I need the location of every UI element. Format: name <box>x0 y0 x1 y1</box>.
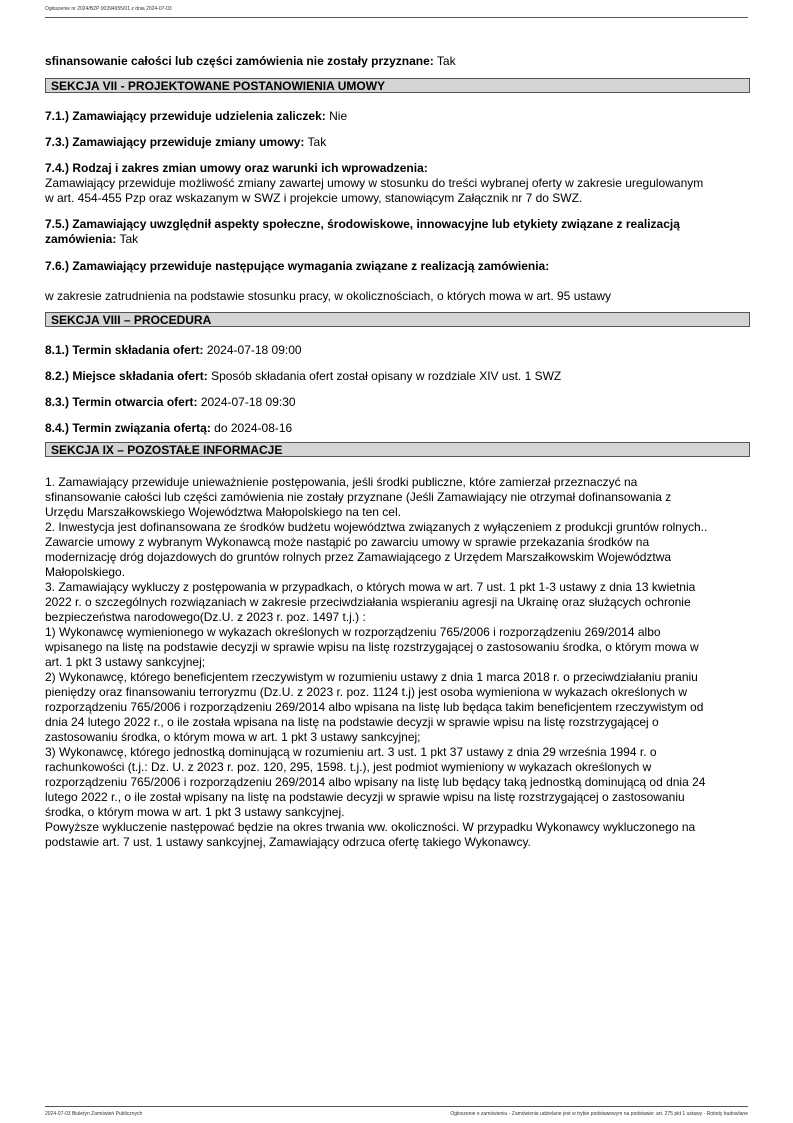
item-8-2-value: Sposób składania ofert został opisany w rozdziale XIV ust. 1 SWZ <box>207 369 562 383</box>
item-8-2 <box>45 369 750 384</box>
section-9-line: 2022 r. o szczególnych rozwiązaniach w zakresie przeciwdziałania wspieraniu agresji na Ukrainę oraz służących ochronie <box>45 595 691 609</box>
header-text: Ogłoszenie nr 2024/BZP 00394955/01 z dnia 2024-07-03 <box>45 6 172 12</box>
section-9-line: pieniędzy oraz finansowaniu terroryzmu (Dz.U. z 2023 r. poz. 1124 t.j) jest osoba wymieniona w wykazach określonych w <box>45 685 688 699</box>
section-9-line: bezpieczeństwa narodowego(Dz.U. z 2023 r. poz. 1497 t.j.) : <box>45 610 366 624</box>
section-9-line: art. 1 pkt 3 ustawy sankcyjnej; <box>45 655 206 669</box>
item-7-3-value: Tak <box>304 135 327 149</box>
section-9-line: Powyższe wykluczenie następować będzie na okres trwania ww. okoliczności. W przypadku Wykonawcy wykluczonego na <box>45 820 696 834</box>
section-9-line: rozporządzeniu 765/2006 i rozporządzeniu 269/2014 albo wpisany na listę lub będący taką jednostką dominującą od dnia 24 <box>45 775 706 789</box>
section-7-header <box>45 78 750 93</box>
item-7-6-label-text: 7.6.) Zamawiający przewiduje następujące wymagania związane z realizacją zamówienia: <box>45 259 550 273</box>
item-7-3 <box>45 135 750 150</box>
item-8-1-value: 2024-07-18 09:00 <box>203 343 302 357</box>
section-9-line: 3) Wykonawcę, którego jednostką dominującą w rozumieniu art. 3 ust. 1 pkt 37 ustawy z dnia 29 września 1994 r. o <box>45 745 657 759</box>
item-7-6-text: w zakresie zatrudnienia na podstawie stosunku pracy, w okolicznościach, o których mowa w art. 95 ustawy <box>45 289 612 303</box>
section-9-title: SEKCJA IX – POZOSTAŁE INFORMACJE <box>51 443 283 457</box>
item-8-3 <box>45 395 750 410</box>
section-9-line: podstawie art. 7 ust. 1 ustawy sankcyjnej, Zamawiający odrzuca ofertę takiego Wykonawcy. <box>45 835 531 849</box>
item-7-3-label: 7.3.) Zamawiający przewiduje zmiany umowy: <box>45 135 305 149</box>
intro-line <box>45 54 750 69</box>
section-9-line: sfinansowanie całości lub części zamówienia nie zostały przyznane (Jeśli Zamawiający nie otrzymał dofinansowania z <box>45 490 672 504</box>
section-9-line: dnia 24 lutego 2022 r., o ile została wpisana na listę na podstawie decyzji w sprawie wpisu na listę rozstrzygającej o <box>45 715 659 729</box>
item-7-5-value: Tak <box>116 232 139 246</box>
item-7-5-label-1-text: 7.5.) Zamawiający uwzględnił aspekty społeczne, środowiskowe, innowacyjne lub etykiety związane z realizacją <box>45 217 680 231</box>
section-9-line: 2. Inwestycja jest dofinansowana ze środków budżetu województwa związanych z wyłączeniem z produkcji gruntów rolnych.. <box>45 520 708 534</box>
page-footer <box>45 1106 748 1117</box>
section-9-line: 2) Wykonawcę, którego beneficjentem rzeczywistym w rozumieniu ustawy z dnia 1 marca 2018 r. o przeciwdziałaniu praniu <box>45 670 698 684</box>
item-7-5-label-1 <box>45 217 750 232</box>
footer-left: 2024-07-03 Biuletyn Zamówień Publicznych <box>45 1111 143 1117</box>
item-7-5-label-2 <box>45 232 750 247</box>
page-header <box>45 6 748 18</box>
section-9-line: zastosowaniu środka, o którym mowa w art. 1 pkt 3 ustawy sankcyjnej; <box>45 730 421 744</box>
section-9-line: Zawarcie umowy z wybranym Wykonawcą może nastąpić po zawarciu umowy w sprawie przekazania środków na <box>45 535 650 549</box>
item-7-4-label <box>45 161 750 176</box>
section-9-line: 1) Wykonawcę wymienionego w wykazach określonych w rozporządzeniu 765/2006 i rozporządzeniu 269/2014 albo <box>45 625 661 639</box>
item-8-1 <box>45 343 750 358</box>
item-8-2-label: 8.2.) Miejsce składania ofert: <box>45 369 208 383</box>
item-7-1-value: Nie <box>325 109 348 123</box>
section-9-header <box>45 442 750 457</box>
item-8-4 <box>45 421 750 436</box>
section-9-line: Małopolskiego. <box>45 565 126 579</box>
section-9-line: rozporządzeniu 765/2006 i rozporządzeniu 269/2014 albo wpisana na listę lub będąca takim beneficjentem rzeczywistym od <box>45 700 704 714</box>
footer-right: Ogłoszenie o zamówieniu - Zamówienie udzielane jest w trybie podstawowym na podstawie: art. 275 pkt 1 ustawy - Roboty budowlane <box>450 1111 748 1117</box>
item-8-1-label: 8.1.) Termin składania ofert: <box>45 343 204 357</box>
section-9-line: Urzędu Marszałkowskiego Województwa Małopolskiego na ten cel. <box>45 505 401 519</box>
section-8-header <box>45 312 750 327</box>
item-7-4-label-text: 7.4.) Rodzaj i zakres zmian umowy oraz warunki ich wprowadzenia: <box>45 161 428 175</box>
item-7-4-text-1: Zamawiający przewiduje możliwość zmiany zawartej umowy w stosunku do treści wybranej oferty w zakresie uregulowanym <box>45 176 704 190</box>
item-7-4-text-2: w art. 454-455 Pzp oraz wskazanym w SWZ i projekcie umowy, stanowiącym Załącznik nr 7 do SWZ. <box>45 191 583 205</box>
section-9-line: lutego 2022 r., o ile został wpisany na listę na podstawie decyzji w sprawie wpisu na listę rozstrzygającej o zastosowaniu <box>45 790 685 804</box>
section-9-line: środka, o którym mowa w art. 1 pkt 3 ustawy sankcyjnej. <box>45 805 345 819</box>
section-9-line: modernizację dróg dojazdowych do gruntów rolnych przez Zamawiającego z Urzędem Marszałkowskim Województwa <box>45 550 672 564</box>
intro-value: Tak <box>433 54 456 68</box>
item-7-1 <box>45 109 750 124</box>
section-7-title: SEKCJA VII - PROJEKTOWANE POSTANOWIENIA UMOWY <box>51 79 386 93</box>
item-7-5-label-2-text: zamówienia: <box>45 232 117 246</box>
document-body <box>45 54 750 850</box>
item-7-1-label: 7.1.) Zamawiający przewiduje udzielenia zaliczek: <box>45 109 326 123</box>
item-7-6-label <box>45 259 750 274</box>
section-9-text <box>45 475 750 850</box>
intro-label: sfinansowanie całości lub części zamówienia nie zostały przyznane: <box>45 54 434 68</box>
item-8-4-value: do 2024-08-16 <box>210 421 293 435</box>
item-8-4-label: 8.4.) Termin związania ofertą: <box>45 421 211 435</box>
section-9-line: wpisanego na listę na podstawie decyzji w sprawie wpisu na listę rozstrzygającej o zastosowaniu środka, o którym mowa w <box>45 640 699 654</box>
section-8-title: SEKCJA VIII – PROCEDURA <box>51 313 212 327</box>
section-9-line: 1. Zamawiający przewiduje unieważnienie postępowania, jeśli środki publiczne, które zamierzał przeznaczyć na <box>45 475 638 489</box>
item-8-3-label: 8.3.) Termin otwarcia ofert: <box>45 395 198 409</box>
item-8-3-value: 2024-07-18 09:30 <box>197 395 296 409</box>
section-9-line: 3. Zamawiający wykluczy z postępowania w przypadkach, o których mowa w art. 7 ust. 1 pkt 1-3 ustawy z dnia 13 kwietnia <box>45 580 696 594</box>
section-9-line: rachunkowości (t.j.: Dz. U. z 2023 r. poz. 120, 295, 1598. t.j.), jest podmiot wymieniony w wykazach określonych w <box>45 760 652 774</box>
